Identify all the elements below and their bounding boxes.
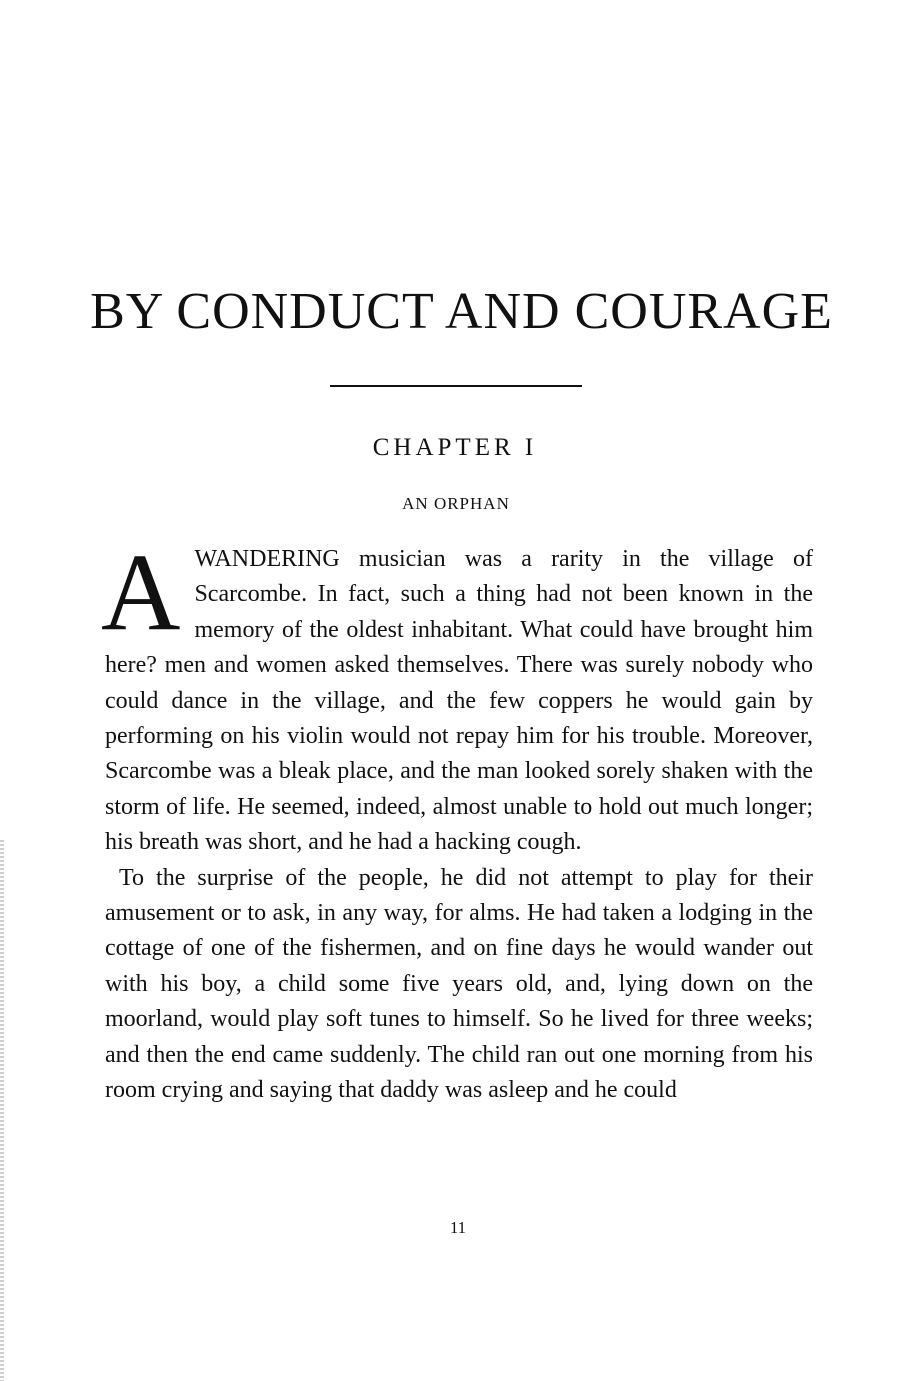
book-title: BY CONDUCT AND COURAGE	[90, 283, 833, 340]
chapter-label: CHAPTER I	[372, 434, 538, 461]
body-text	[101, 531, 813, 1109]
title-divider	[330, 385, 582, 387]
paragraph-one	[101, 531, 813, 861]
paragraph-one-text: WANDERING musician was a rarity in the village of Scarcombe. In fact, such a thing had not been known in the memory of the oldest inhabitant. What could have brought him here? men and women asked themselves. There was surely nobody who could dance in the village, and the few coppers he would gain by performing on his violin would not repay him for his trouble. Moreover, Scarcombe was a bleak place, and the man looked sorely shaken with the storm of life. He seemed, indeed, almost unable to hold out much longer; his breath was short, and he had a hacking cough.	[105, 546, 813, 856]
drop-cap: A	[101, 531, 181, 653]
scan-edge-artifact	[0, 840, 4, 1381]
paragraph-two: To the surprise of the people, he did not attempt to play for their amusement or to ask, in any way, for alms. He had taken a lodging in the cottage of one of the fishermen, and on fine days he would wander out with his boy, a child some five years old, and, lying down on the moorland, would play soft tunes to himself. So he lived for three weeks; and then the end came suddenly. The child ran out one morning from his room crying and saying that daddy was asleep and he could	[105, 864, 813, 1104]
page-number: 11	[449, 1218, 467, 1237]
chapter-title: AN ORPHAN	[402, 494, 510, 513]
